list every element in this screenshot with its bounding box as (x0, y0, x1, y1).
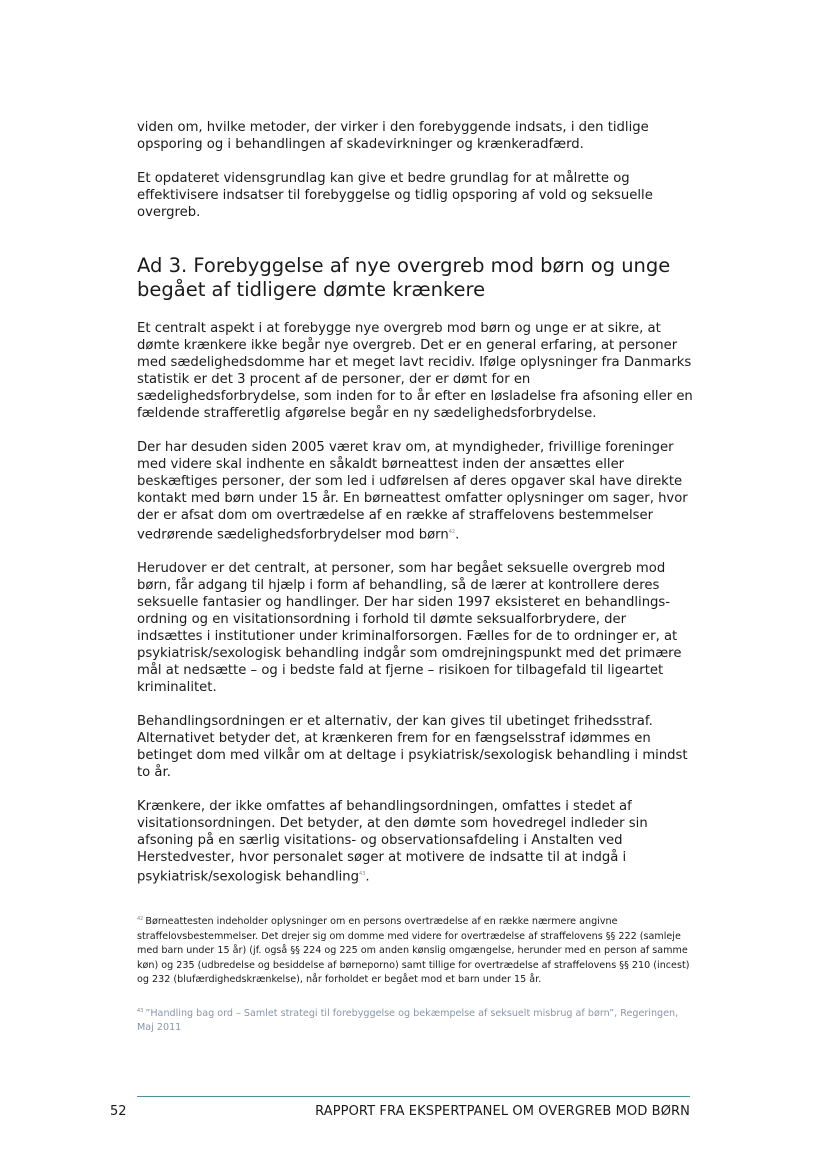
footnote (137, 1004, 693, 1036)
section-heading: Ad 3. Forebyggelse af nye overgreb mod børn og unge begået af tidligere dømte krænkere (137, 254, 671, 301)
paragraph: Et centralt aspekt i at forebygge nye overgreb mod børn og unge er at sikre, at dømte krænkere ikke begår nye overgreb. Det er en general erfaring, at personer med sædelighedsdomme har et meget lavt recidiv. Ifølge oplysninger fra Danmarks statistik er det 3 procent af de personer, der er dømt for en sædelighedsforbrydelse, som inden for to år efter en løsladelse fra afsoning eller en fældende strafferetlig afgørelse begår en ny sædelighedsforbrydelse. (137, 321, 693, 421)
main-text (137, 119, 693, 903)
paragraph: viden om, hvilke metoder, der virker i den forebyggende indsats, i den tidlige opsporing og i behandlingen af skadevirkninger og krænkeradfærd. (137, 120, 649, 152)
footnote (137, 912, 693, 988)
paragraph: Herudover er det centralt, at personer, som har begået seksuelle overgreb mod børn, får adgang til hjælp i form af behandling, så de lærer at kontrollere deres seksuelle fantasier og handlinger. Der har siden 1997 eksisteret en behandlings-ordning og en visitationsordning i forhold til dømte seksualforbrydere, der indsættes i institutioner under kriminalforsorgen. Fælles for de to ordninger er, at psykiatrisk/sexologisk behandling indgår som omdrejningspunkt med det primære mål at nedsætte – og i bedste fald at fjerne – risikoen for tilbagefald til ligeartet kriminalitet. (137, 561, 682, 696)
footnote-mark: 42 (137, 916, 144, 922)
paragraph: Behandlingsordningen er et alternativ, der kan gives til ubetinget frihedsstraf. Alternativet betyder det, at krænkeren frem for en fængselsstraf idømmes en betinget dom med vilkår om at deltage i psykiatrisk/sexologisk behandling i mindst to år. (137, 714, 688, 781)
footer-rule (137, 1096, 690, 1097)
paragraph-end: . (365, 869, 370, 885)
footnote-mark: 43 (137, 1007, 144, 1014)
footnote-reference[interactable]: 43 (359, 871, 366, 878)
footnote-reference[interactable]: 42 (448, 529, 456, 535)
paragraph (137, 439, 693, 543)
paragraph-text: Der har desuden siden 2005 været krav om, at myndigheder, frivillige foreninger med videre skal indhente en såkaldt børneattest inden der ansættes eller beskæftiges personer, der som led i udførelsen af deres opgaver skal have direkte kontakt med børn under 15 år. En børneattest omfatter oplysninger om sager, hvor der er afsat dom om overtrædelse af en række af straffelovens bestemmelser vedrørende sædelighedsforbrydelser mod børn (137, 440, 688, 543)
footnotes (137, 912, 693, 1052)
running-footer-title: RAPPORT FRA EKSPERTPANEL OM OVERGREB MOD BØRN (315, 1104, 690, 1119)
footnote-text: Børneattesten indeholder oplysninger om en persons overtrædelse af en række nærmere angivne straffelovsbestemmelser. Det drejer sig om domme med videre for overtrædelse af straffelovens §§ 222 (samleje med barn under 15 år) (jf. også §§ 224 og 225 om anden kønslig omgængelse, herunder med en person af samme køn) og 235 (udbredelse og besiddelse af børneporno) samt tillige for overtrædelse af straffelovens §§ 210 (incest) og 232 (blufærdighedskrænkelse), når forholdet er begået mod et barn under 15 år. (137, 916, 690, 986)
paragraph-text: Krænkere, der ikke omfattes af behandlingsordningen, omfattes i stedet af visitationsordningen. Det betyder, at den dømte som hovedregel indleder sin afsoning på en særlig visitations- og observationsafdeling i Anstalten ved Herstedvester, hvor personalet søger at motivere de indsatte til at indgå i psykiatrisk/sexologisk behandling (137, 799, 648, 885)
paragraph-end: . (455, 527, 460, 543)
page-number: 52 (110, 1104, 127, 1119)
paragraph: Et opdateret vidensgrundlag kan give et bedre grundlag for at målrette og effektivisere indsatser til forebyggelse og tidlig opsporing af vold og seksuelle overgreb. (137, 171, 653, 220)
paragraph (137, 798, 693, 885)
footnote-text: ”Handling bag ord – Samlet strategi til forebyggelse og bekæmpelse af seksuelt misbrug af børn”, Regeringen, Maj 2011 (137, 1007, 679, 1034)
